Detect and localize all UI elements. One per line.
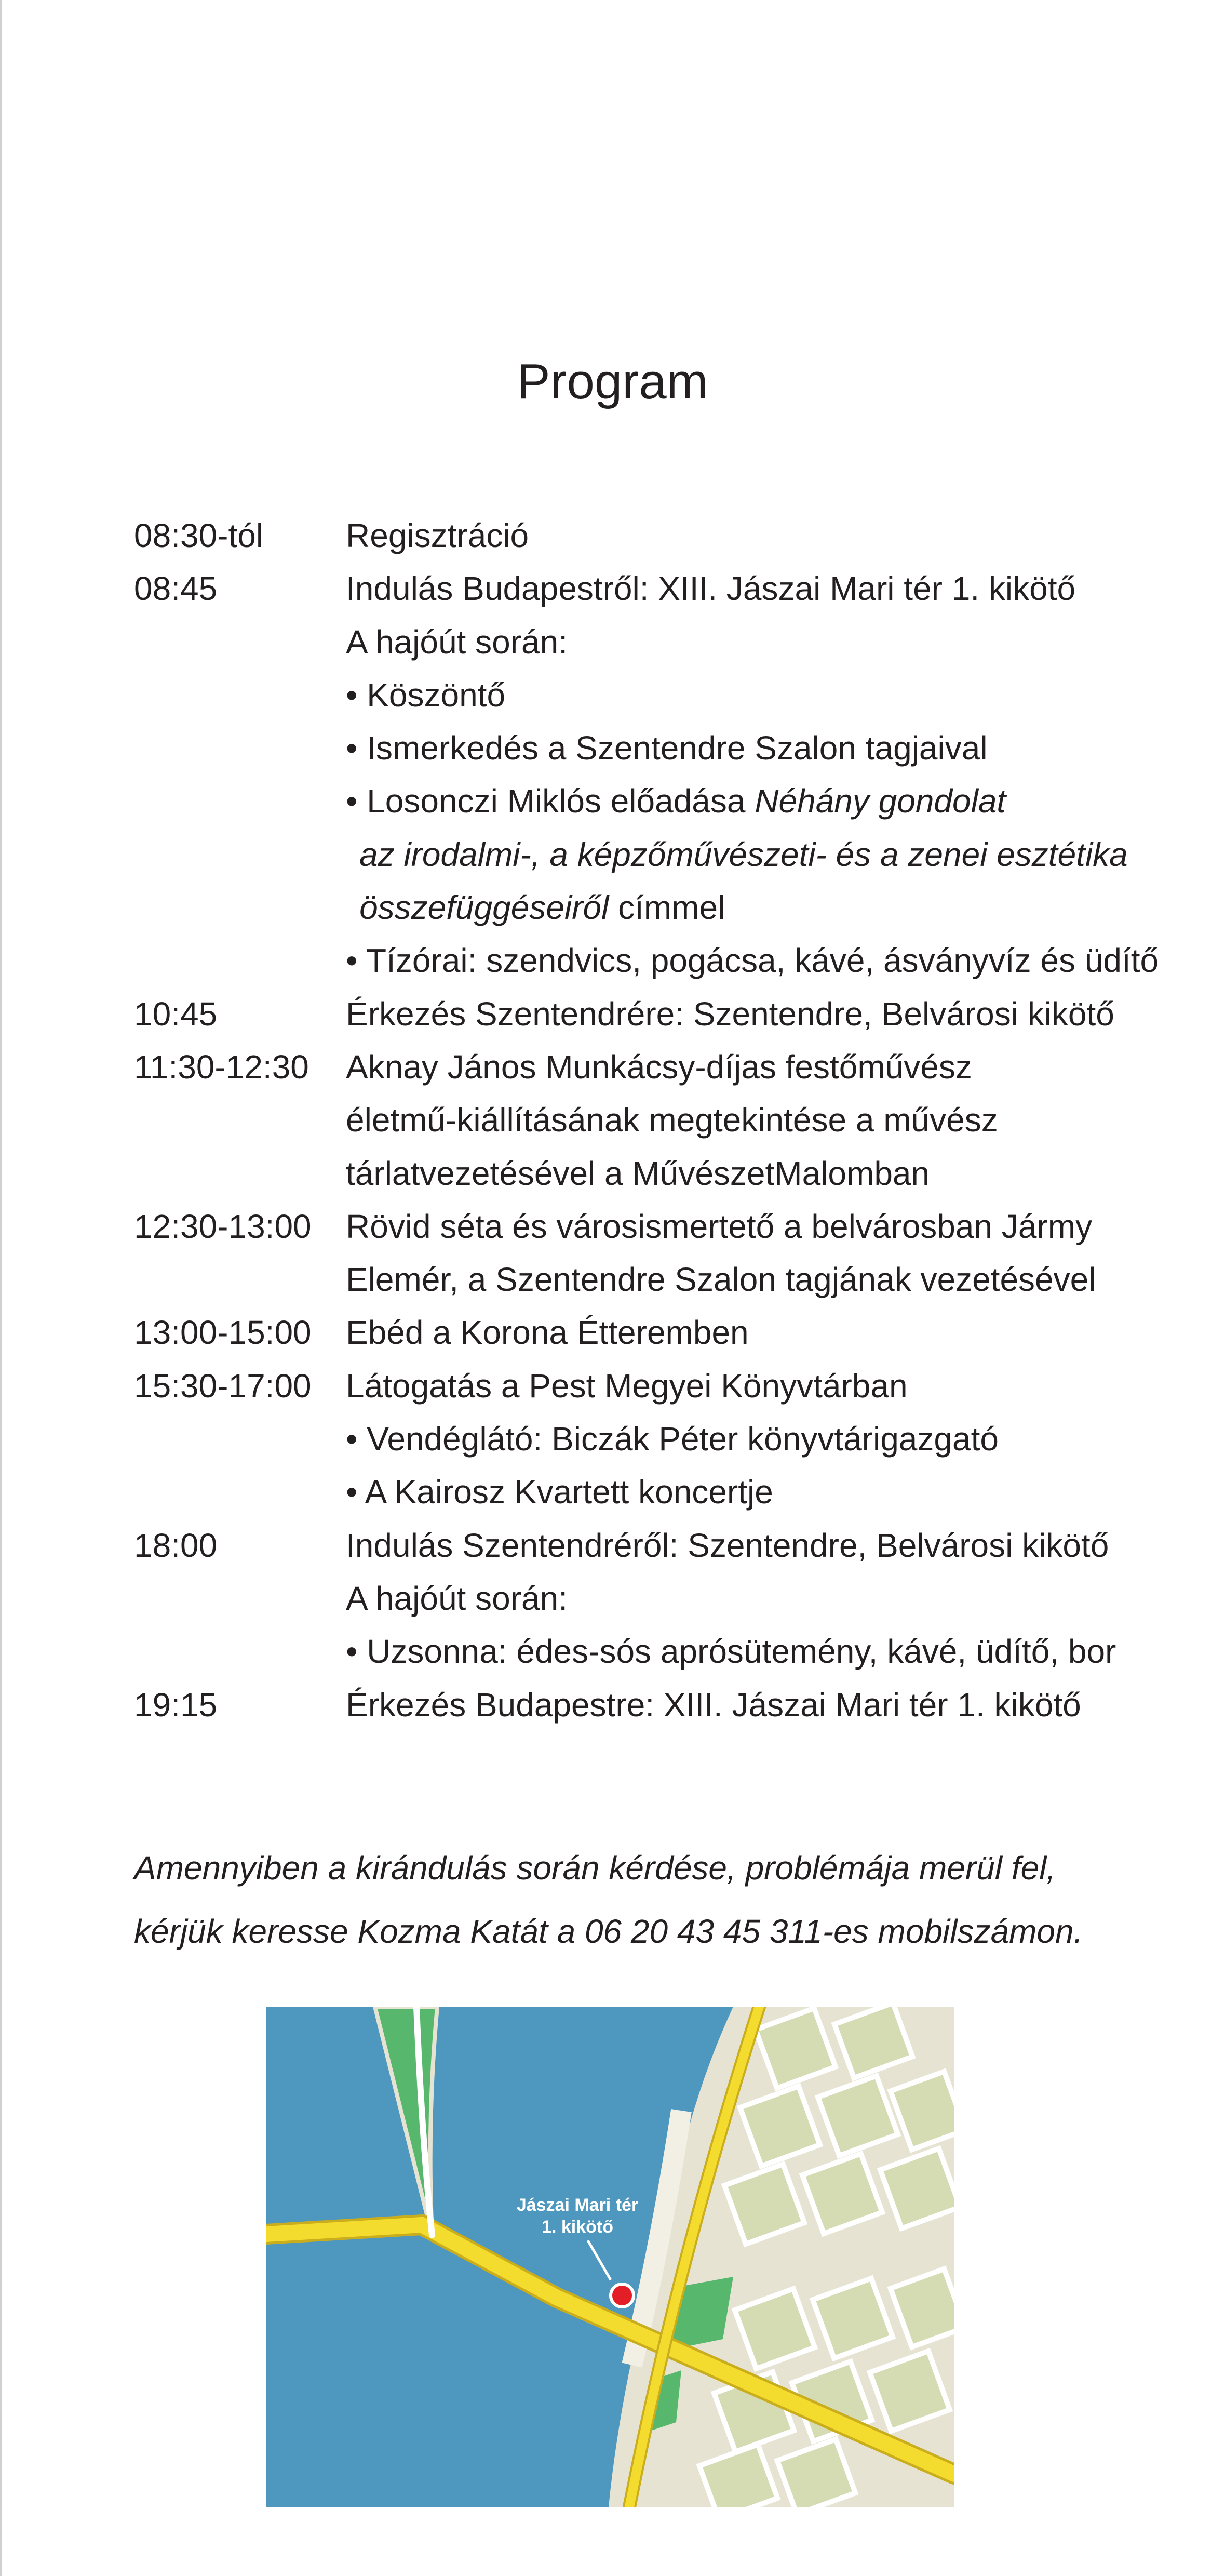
schedule-text: • Ismerkedés a Szentendre Szalon tagjaival [346,729,988,767]
schedule-time [134,1572,346,1625]
schedule-text: • Köszöntő [346,676,506,714]
schedule-row [134,1253,1162,1306]
schedule-row [134,669,1162,722]
schedule-description [346,616,1162,669]
schedule-text: Indulás Budapestről: XIII. Jászai Mari tér 1. kikötő [346,570,1076,608]
schedule-text: Érkezés Budapestre: XIII. Jászai Mari tér 1. kikötő [346,1686,1081,1724]
marker-pin [611,2284,634,2307]
schedule-description [346,1359,1162,1412]
schedule-description [346,987,1162,1040]
schedule-time [134,1412,346,1465]
schedule-description [346,509,1162,562]
schedule-row [134,1572,1162,1625]
schedule-italic-text: összefüggéseiről [359,889,609,927]
schedule-row [134,1519,1162,1572]
schedule-text: A hajóút során: [346,1579,568,1617]
schedule-row [134,1306,1162,1359]
schedule-time: 12:30-13:00 [134,1207,312,1245]
schedule-description [346,1306,1162,1359]
schedule-row [134,828,1162,881]
schedule-row [134,1412,1162,1465]
schedule-description [346,1519,1162,1572]
schedule-row [134,987,1162,1040]
schedule-description [346,1678,1162,1731]
schedule-row [134,1465,1162,1518]
schedule-time [134,1147,346,1200]
schedule-time: 10:45 [134,995,218,1033]
schedule-row [134,775,1162,827]
schedule-row [134,1200,1162,1253]
marker-label-1: Jászai Mari tér [516,2195,639,2215]
schedule-row [134,934,1162,987]
schedule-suffix-text: címmel [609,889,725,927]
schedule-time: 19:15 [134,1686,218,1724]
schedule-text: Aknay János Munkácsy-díjas festőművész [346,1048,972,1086]
schedule-time [134,616,346,669]
schedule-text: Érkezés Szentendrére: Szentendre, Belvárosi kikötő [346,995,1114,1033]
schedule-description [346,934,1162,987]
page-title: Program [517,354,708,409]
schedule-time: 15:30-17:00 [134,1367,312,1405]
schedule-description [346,1253,1162,1306]
schedule-time [134,828,346,881]
schedule-time [134,1253,346,1306]
schedule-time [134,934,346,987]
schedule-row [134,1625,1162,1678]
schedule-text: • Tízórai: szendvics, pogácsa, kávé, ásványvíz és üdítő [346,942,1159,980]
schedule-description [346,1412,1162,1465]
schedule-time [134,1625,346,1678]
schedule-time [134,722,346,775]
schedule-description [346,828,1162,881]
schedule-time [134,1093,346,1146]
schedule-text: • Vendéglátó: Biczák Péter könyvtárigazgató [346,1420,999,1458]
schedule-description [346,775,1162,827]
schedule-time: 11:30-12:30 [134,1048,309,1086]
schedule-time [134,1465,346,1518]
location-map [266,2007,954,2507]
schedule-text: Rövid séta és városismertető a belvárosban Jármy [346,1207,1093,1245]
schedule-description [346,562,1162,615]
schedule-description [346,722,1162,775]
schedule-text: • Uzsonna: édes-sós aprósütemény, kávé, üdítő, bor [346,1633,1116,1671]
contact-note [134,1836,1083,1963]
schedule-description [346,1625,1162,1678]
schedule-time: 13:00-15:00 [134,1314,312,1352]
schedule-row [134,509,1162,562]
schedule-row [134,881,1162,934]
schedule-text: • A Kairosz Kvartett koncertje [346,1473,773,1511]
schedule-text: tárlatvezetésével a MűvészetMalomban [346,1154,930,1192]
schedule [134,509,1162,1731]
schedule-row [134,722,1162,775]
schedule-row [134,1678,1162,1731]
schedule-italic-text: Néhány gondolat [755,782,1006,820]
schedule-text: A hajóút során: [346,623,568,661]
schedule-time: 08:45 [134,570,218,608]
schedule-description [346,669,1162,722]
schedule-time: 18:00 [134,1526,218,1564]
schedule-text: életmű-kiállításának megtekintése a művész [346,1101,998,1139]
schedule-description [346,1147,1162,1200]
schedule-text: Látogatás a Pest Megyei Könyvtárban [346,1367,908,1405]
schedule-description [346,1040,1162,1093]
schedule-row [134,1147,1162,1200]
schedule-row [134,562,1162,615]
schedule-description [346,1465,1162,1518]
schedule-time: 08:30-tól [134,517,264,554]
schedule-row [134,616,1162,669]
schedule-row [134,1040,1162,1093]
schedule-description [346,1200,1162,1253]
schedule-row [134,1359,1162,1412]
schedule-text: Ebéd a Korona Étteremben [346,1314,749,1352]
schedule-description [346,1093,1162,1146]
schedule-time [134,775,346,827]
schedule-text: Elemér, a Szentendre Szalon tagjának vezetésével [346,1261,1096,1299]
contact-line-2: kérjük keresse Kozma Katát a 06 20 43 45 311-es mobilszámon. [134,1913,1083,1950]
schedule-text: Indulás Szentendréről: Szentendre, Belvárosi kikötő [346,1526,1109,1564]
schedule-row [134,1093,1162,1146]
contact-line-1: Amennyiben a kirándulás során kérdése, problémája merül fel, [134,1849,1056,1887]
schedule-italic-text: az irodalmi-, a képzőművészeti- és a zenei esztétika [359,835,1128,873]
schedule-time [134,881,346,934]
schedule-description [346,881,1162,934]
marker-label-2: 1. kikötő [542,2217,613,2237]
schedule-text: Regisztráció [346,517,529,554]
schedule-time [134,669,346,722]
schedule-description [346,1572,1162,1625]
schedule-text: • Losonczi Miklós előadása [346,782,755,820]
